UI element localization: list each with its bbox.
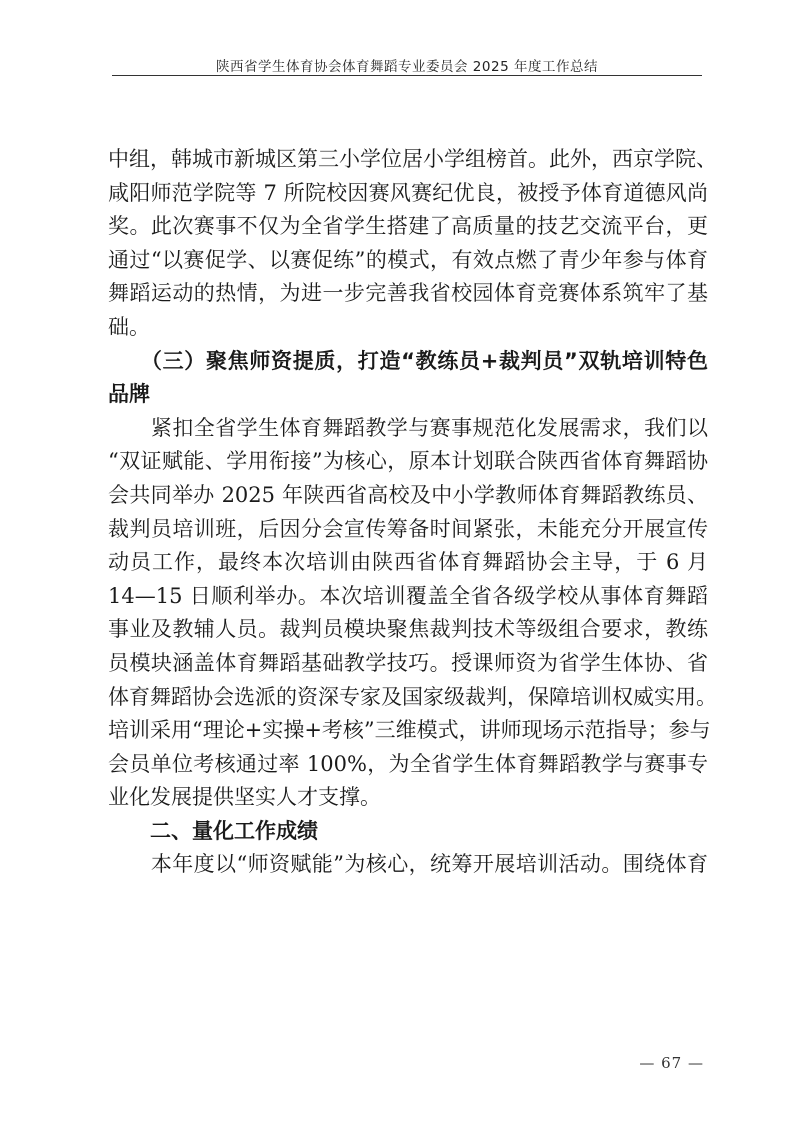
section-heading-line: 二、量化工作成绩 xyxy=(108,818,318,843)
paragraph-line: 舞蹈运动的热情，为进一步完善我省校园体育竞赛体系筑牢了基 xyxy=(108,281,708,306)
page-number: — 67 — xyxy=(639,1054,704,1072)
body-text xyxy=(108,143,717,882)
paragraph-line: 业化发展提供坚实人才支撑。 xyxy=(108,785,381,810)
paragraph-line: 会共同举办 2025 年陕西省高校及中小学教师体育舞蹈教练员、 xyxy=(108,482,708,507)
paragraph-line: 裁判员培训班，后因分会宣传筹备时间紧张，未能充分开展宣传 xyxy=(108,516,708,541)
paragraph-line: 培训采用“理论+实操+考核”三维模式，讲师现场示范指导；参与 xyxy=(108,718,711,743)
paragraph-line: 咸阳师范学院等 7 所院校因赛风赛纪优良，被授予体育道德风尚 xyxy=(108,180,708,205)
paragraph-line: 本年度以“师资赋能”为核心，统筹开展培训活动。围绕体育 xyxy=(108,852,708,877)
running-header xyxy=(112,0,702,78)
paragraph-line: 奖。此次赛事不仅为全省学生搭建了高质量的技艺交流平台，更 xyxy=(108,214,708,239)
paragraph-line: 础。 xyxy=(108,314,150,339)
paragraph-line: 紧扣全省学生体育舞蹈教学与赛事规范化发展需求，我们以 xyxy=(108,415,708,440)
section-heading-line: （三）聚焦师资提质，打造“教练员+裁判员”双轨培训特色 xyxy=(108,348,708,373)
section-heading-line: 品牌 xyxy=(108,382,150,407)
header-divider xyxy=(112,75,702,76)
running-header-title: 陕西省学生体育协会体育舞蹈专业委员会 2025 年度工作总结 xyxy=(216,59,598,75)
paragraph-line: “双证赋能、学用衔接”为核心，原本计划联合陕西省体育舞蹈协 xyxy=(108,449,708,474)
paragraph-line: 员模块涵盖体育舞蹈基础教学技巧。授课师资为省学生体协、省 xyxy=(108,650,708,675)
paragraph-line: 中组，韩城市新城区第三小学位居小学组榜首。此外，西京学院、 xyxy=(108,147,717,171)
paragraph-line: 体育舞蹈协会选派的资深专家及国家级裁判，保障培训权威实用。 xyxy=(108,684,717,709)
paragraph-line: 通过“以赛促学、以赛促练”的模式，有效点燃了青少年参与体育 xyxy=(108,247,708,272)
paragraph-line: 动员工作，最终本次培训由陕西省体育舞蹈协会主导，于 6 月 xyxy=(108,550,708,575)
paragraph-line: 事业及教辅人员。裁判员模块聚焦裁判技术等级组合要求，教练 xyxy=(108,617,708,642)
paragraph-line: 14—15 日顺利举办。本次培训覆盖全省各级学校从事体育舞蹈 xyxy=(108,583,708,608)
paragraph-line: 会员单位考核通过率 100%，为全省学生体育舞蹈教学与赛事专 xyxy=(108,751,708,776)
